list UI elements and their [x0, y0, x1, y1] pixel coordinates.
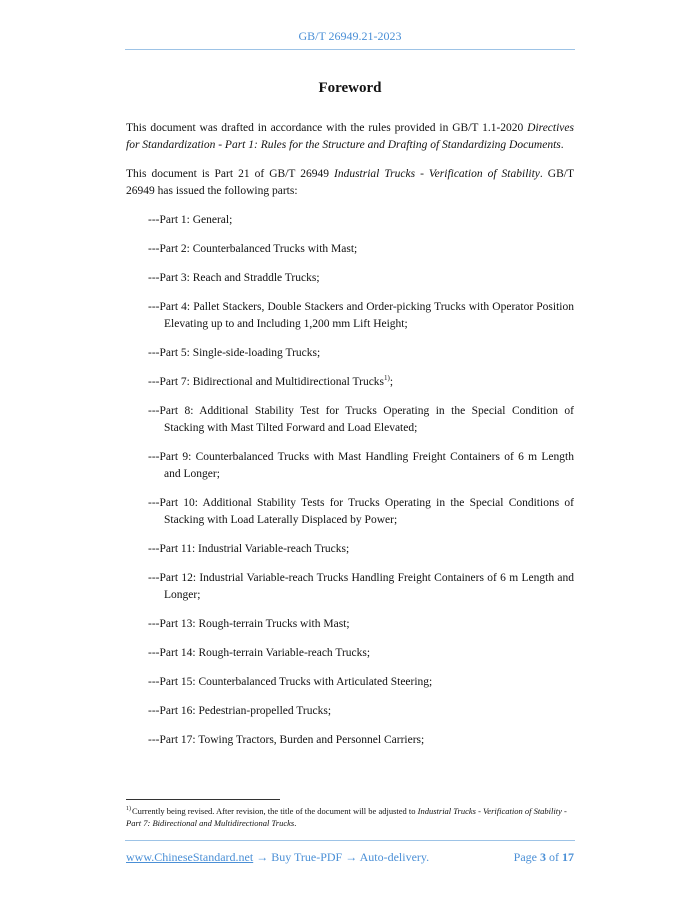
list-item: ---Part 9: Counterbalanced Trucks with Mast Handling Freight Containers of 6 m Length and Longer; — [148, 451, 574, 480]
footnote — [126, 805, 574, 829]
footnote-divider — [126, 799, 280, 800]
list-item: ---Part 16: Pedestrian-propelled Trucks; — [148, 705, 332, 717]
footer-divider — [125, 840, 575, 841]
list-item: ---Part 8: Additional Stability Test for Trucks Operating in the Special Condition of Stacking with Mast Tilted Forward and Load Elevated; — [148, 405, 574, 434]
footnote-italic: Industrial Trucks - Verification of Stability - Part 7: Bidirectional and Multidirectional Trucks — [126, 806, 567, 828]
list-item: ---Part 11: Industrial Variable-reach Trucks; — [148, 543, 350, 555]
footer-promo — [126, 850, 429, 865]
part-7-text: ---Part 7: Bidirectional and Multidirectional Trucks — [148, 376, 385, 388]
header-divider — [125, 49, 575, 50]
arrow-right-icon: → — [256, 850, 269, 864]
page-total: 17 — [562, 850, 574, 864]
website-link[interactable]: www.ChineseStandard.net — [126, 850, 254, 864]
intro-paragraph-2 — [126, 166, 574, 200]
intro-p1-text: This document was drafted in accordance with the rules provided in GB/T 1.1-2020 — [126, 122, 528, 134]
list-item: ---Part 14: Rough-terrain Variable-reach Trucks; — [148, 647, 371, 659]
intro-p2-text: This document is Part 21 of GB/T 26949 — [126, 168, 334, 180]
parts-list — [126, 212, 574, 749]
intro-paragraph-1 — [126, 120, 574, 154]
list-item: ---Part 17: Towing Tractors, Burden and Personnel Carriers; — [148, 734, 425, 746]
part-7-suffix: ; — [389, 376, 394, 388]
page-indicator — [514, 850, 574, 865]
footnote-mark: 1) — [126, 806, 131, 813]
list-item — [126, 374, 574, 391]
intro-p2-italic: Industrial Trucks - Verification of Stability — [333, 168, 540, 180]
list-item: ---Part 12: Industrial Variable-reach Trucks Handling Freight Containers of 6 m Length and Longer; — [148, 572, 574, 601]
header-doc-code: GB/T 26949.21-2023 — [298, 29, 402, 43]
footnote-text: Currently being revised. After revision, the title of the document will be adjusted to — [132, 806, 418, 816]
page-title: Foreword — [318, 80, 382, 96]
page-label: Page — [513, 850, 537, 864]
list-item: ---Part 5: Single-side-loading Trucks; — [148, 347, 321, 359]
intro-p1-italic: Directives for Standardization - Part 1: Rules for the Structure and Drafting of Standardizing Documents — [126, 122, 574, 151]
footnote-end: . — [294, 818, 297, 828]
footnote-reference[interactable]: 1) — [384, 374, 390, 383]
list-item: ---Part 13: Rough-terrain Trucks with Mast; — [148, 618, 350, 630]
document-body — [126, 120, 574, 761]
list-item: ---Part 3: Reach and Straddle Trucks; — [148, 272, 320, 284]
intro-p1-end: . — [560, 139, 564, 151]
list-item: ---Part 2: Counterbalanced Trucks with Mast; — [148, 243, 358, 255]
page-of-label: of — [549, 850, 559, 864]
list-item: ---Part 15: Counterbalanced Trucks with Articulated Steering; — [148, 676, 433, 688]
list-item: ---Part 4: Pallet Stackers, Double Stackers and Order-picking Trucks with Operator Position Elevating up to and Including 1,200 mm Lift Height; — [148, 301, 574, 330]
intro-p2-end: . GB/T 26949 has issued the following parts: — [126, 168, 574, 197]
page-current: 3 — [540, 850, 546, 864]
list-item: ---Part 1: General; — [148, 214, 233, 226]
list-item: ---Part 10: Additional Stability Tests for Trucks Operating in the Special Conditions of Stacking with Load Laterally Displaced by Power; — [148, 497, 574, 526]
buy-pdf-label: Buy True-PDF — [271, 850, 343, 864]
arrow-right-icon: → — [345, 850, 358, 864]
auto-delivery-label: Auto-delivery. — [359, 850, 430, 864]
